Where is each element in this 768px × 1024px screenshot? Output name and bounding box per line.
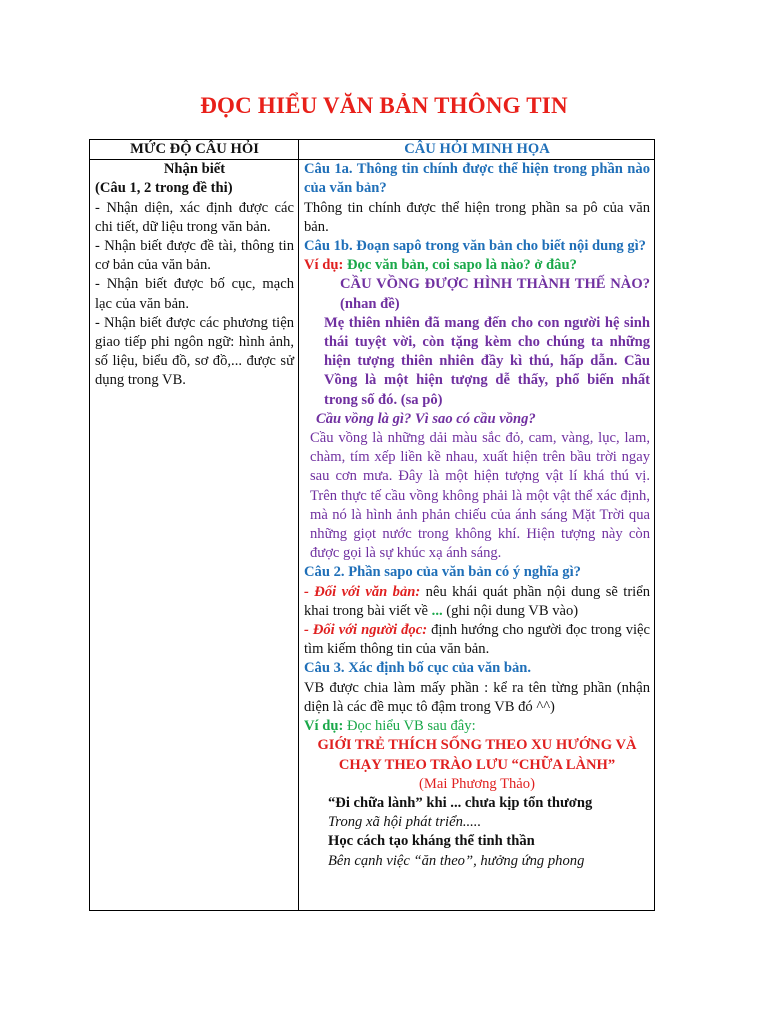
example-label: Ví dụ: bbox=[304, 718, 344, 735]
answer-2a-dots: ... bbox=[431, 602, 443, 619]
header-example-questions: CÂU HỎI MINH HỌA bbox=[299, 140, 655, 160]
answer-2b bbox=[304, 621, 650, 659]
answer-2b-text: định hướng cho người đọc trong việc tìm kiếm thông tin của văn bản. bbox=[304, 622, 650, 658]
example-2-heading-2: Học cách tạo kháng thể tinh thần bbox=[328, 833, 535, 850]
question-1a: Câu 1a. Thông tin chính được thể hiện trong phần nào của văn bản? bbox=[304, 161, 650, 197]
answer-2b-label: - Đối với người đọc: bbox=[304, 622, 428, 639]
level-item: - Nhận biết được bố cục, mạch lạc của văn bản. bbox=[95, 276, 294, 312]
answer-2a bbox=[304, 583, 650, 621]
example-2-paragraph-2: Bên cạnh việc “ăn theo”, hưởng ứng phong bbox=[328, 852, 585, 869]
example-1-subheading: Cầu vồng là gì? Vì sao có cầu vồng? bbox=[316, 410, 536, 427]
answer-2a-note: (ghi nội dung VB vào) bbox=[446, 602, 579, 619]
question-2: Câu 2. Phần sapo của văn bản có ý nghĩa gì? bbox=[304, 564, 581, 581]
example-2-author: (Mai Phương Thảo) bbox=[419, 775, 535, 792]
example-2-line bbox=[304, 717, 650, 736]
answer-2a-label: - Đối với văn bản: bbox=[304, 583, 421, 600]
level-subheading: (Câu 1, 2 trong đề thi) bbox=[95, 180, 233, 197]
page-title: ĐỌC HIỂU VĂN BẢN THÔNG TIN bbox=[200, 93, 568, 118]
answer-2a-text: nêu khái quát phần nội dung sẽ triển khai trong bài viết về bbox=[304, 583, 651, 619]
example-2-paragraph-1: Trong xã hội phát triển..... bbox=[328, 814, 482, 831]
example-1-sapo: Mẹ thiên nhiên đã mang đến cho con người hệ sinh thái tuyệt vời, còn tặng kèm cho chúng ta những hiện tượng thiên nhiên đầy kì thú, hấp dẫn. Cầu Vồng là một hiện tượng dễ thấy, phổ biến nhất trong số đó. (sa pô) bbox=[324, 314, 650, 408]
level-item: - Nhận diện, xác định được các chi tiết, dữ liệu trong văn bản. bbox=[95, 199, 294, 235]
level-cell bbox=[90, 160, 299, 911]
example-1-line bbox=[304, 256, 650, 275]
content-table bbox=[89, 139, 655, 911]
example-instruction: Đọc hiểu VB sau đây: bbox=[347, 718, 476, 735]
example-instruction: Đọc văn bản, coi sapo là nào? ở đâu? bbox=[347, 257, 577, 274]
header-level: MỨC ĐỘ CÂU HỎI bbox=[90, 140, 299, 160]
questions-cell bbox=[299, 160, 655, 911]
question-3: Câu 3. Xác định bố cục của văn bản. bbox=[304, 660, 532, 677]
example-2-heading-1: “Đi chữa lành” khi ... chưa kịp tổn thương bbox=[328, 794, 593, 811]
example-1-title: CẦU VỒNG ĐƯỢC HÌNH THÀNH THẾ NÀO? (nhan đề) bbox=[340, 276, 650, 312]
level-item: - Nhận biết được các phương tiện giao tiếp phi ngôn ngữ: hình ảnh, số liệu, biểu đồ, sơ đồ,... được sử dụng trong VB. bbox=[95, 314, 294, 389]
example-label: Ví dụ: bbox=[304, 257, 344, 274]
table-row bbox=[90, 160, 655, 911]
example-1-body: Cầu vồng là những dải màu sắc đỏ, cam, vàng, lục, lam, chàm, tím xếp liền kề nhau, xuất hiện trên bầu trời ngay sau cơn mưa. Đây là một hiện tượng vật lí khá thú vị. Trên thực tế cầu vồng không phải là một vật thể xác định, mà nó là hình ảnh phản chiếu của ánh sáng Mặt Trời qua những giọt nước trong không khí. Hiện tượng này còn được gọi là sự khúc xạ ánh sáng. bbox=[310, 430, 650, 562]
level-item: - Nhận biết được đề tài, thông tin cơ bản của văn bản. bbox=[95, 238, 294, 274]
level-heading: Nhận biết bbox=[163, 161, 226, 178]
answer-3: VB được chia làm mấy phần : kể ra tên từng phần (nhận diện là các đề mục tô đậm trong VB đó ^^) bbox=[304, 679, 650, 715]
table-header-row bbox=[90, 140, 655, 160]
answer-1a: Thông tin chính được thể hiện trong phần sa pô của văn bản. bbox=[304, 199, 650, 235]
example-2-title: GIỚI TRẺ THÍCH SỐNG THEO XU HƯỚNG VÀ CHẠY THEO TRÀO LƯU “CHỮA LÀNH” bbox=[317, 737, 637, 773]
question-1b: Câu 1b. Đoạn sapô trong văn bản cho biết nội dung gì? bbox=[304, 238, 646, 255]
